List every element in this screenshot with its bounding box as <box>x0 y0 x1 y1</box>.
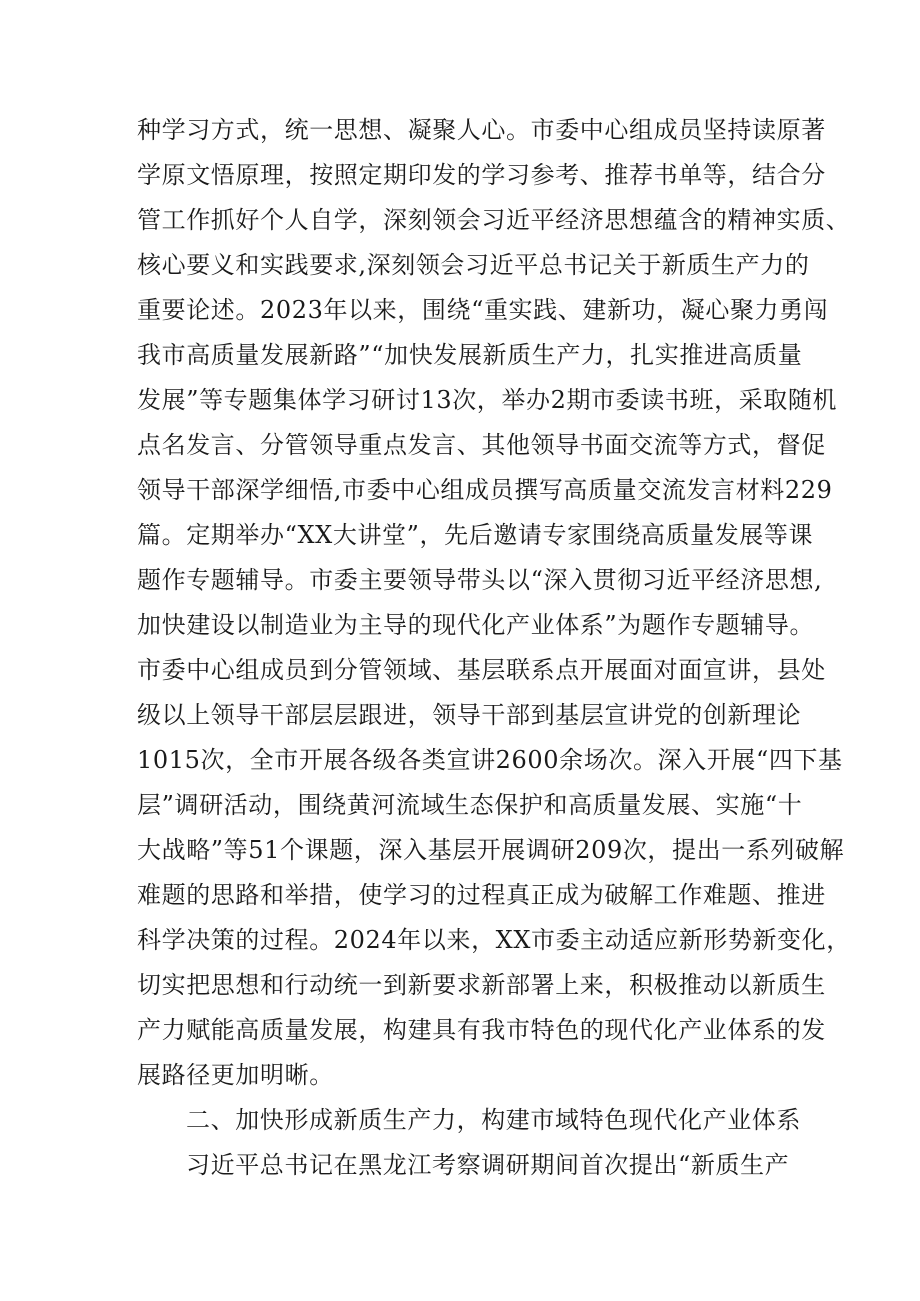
paragraph-line: 点名发言、分管领导重点发言、其他领导书面交流等方式，督促 <box>137 431 826 459</box>
paragraph-line: 展路径更加明晰。 <box>137 1061 334 1089</box>
paragraph-line: 加快建设以制造业为主导的现代化产业体系”为题作专题辅导。 <box>137 611 815 639</box>
paragraph-first-line: 习近平总书记在黑龙江考察调研期间首次提出“新质生产 <box>186 1151 790 1179</box>
paragraph-line: 我市高质量发展新路”“加快发展新质生产力，扎实推进高质量 <box>137 341 803 369</box>
paragraph-line: 科学决策的过程。2024年以来，XX市委主动适应新形势新变化， <box>137 926 851 954</box>
paragraph-line: 管工作抓好个人自学，深刻领会习近平经济思想蕴含的精神实质、 <box>137 206 851 234</box>
section-heading: 二、加快形成新质生产力，构建市域特色现代化产业体系 <box>186 1106 801 1134</box>
paragraph-line: 领导干部深学细悟,市委中心组成员撰写高质量交流发言材料229 <box>137 476 833 504</box>
paragraph-line: 重要论述。2023年以来，围绕“重实践、建新功，凝心聚力勇闯 <box>137 296 829 324</box>
paragraph-line: 难题的思路和举措，使学习的过程真正成为破解工作难题、推进 <box>137 881 826 909</box>
paragraph-line: 核心要义和实践要求,深刻领会习近平总书记关于新质生产力的 <box>137 251 810 279</box>
paragraph-line: 1015次，全市开展各级各类宣讲2600余场次。深入开展“四下基 <box>137 746 843 774</box>
paragraph-line: 切实把思想和行动统一到新要求新部署上来，积极推动以新质生 <box>137 971 826 999</box>
paragraph-line: 大战略”等51个课题，深入基层开展调研209次，提出一系列破解 <box>137 836 845 864</box>
paragraph-line: 产力赋能高质量发展，构建具有我市特色的现代化产业体系的发 <box>137 1016 826 1044</box>
paragraph-line: 市委中心组成员到分管领域、基层联系点开展面对面宣讲，县处 <box>137 656 826 684</box>
paragraph-line: 题作专题辅导。市委主要领导带头以“深入贯彻习近平经济思想, <box>137 566 823 594</box>
paragraph-line: 层”调研活动，围绕黄河流域生态保护和高质量发展、实施“十 <box>137 791 803 819</box>
paragraph-line: 学原文悟原理，按照定期印发的学习参考、推荐书单等，结合分 <box>137 161 826 189</box>
paragraph-line: 发展”等专题集体学习研讨13次，举办2期市委读书班，采取随机 <box>137 386 838 414</box>
paragraph-line: 级以上领导干部层层跟进，领导干部到基层宣讲党的创新理论 <box>137 701 802 729</box>
paragraph-line: 种学习方式，统一思想、凝聚人心。市委中心组成员坚持读原著 <box>137 116 826 144</box>
paragraph-line: 篇。定期举办“XX大讲堂”，先后邀请专家围绕高质量发展等课 <box>137 521 814 549</box>
